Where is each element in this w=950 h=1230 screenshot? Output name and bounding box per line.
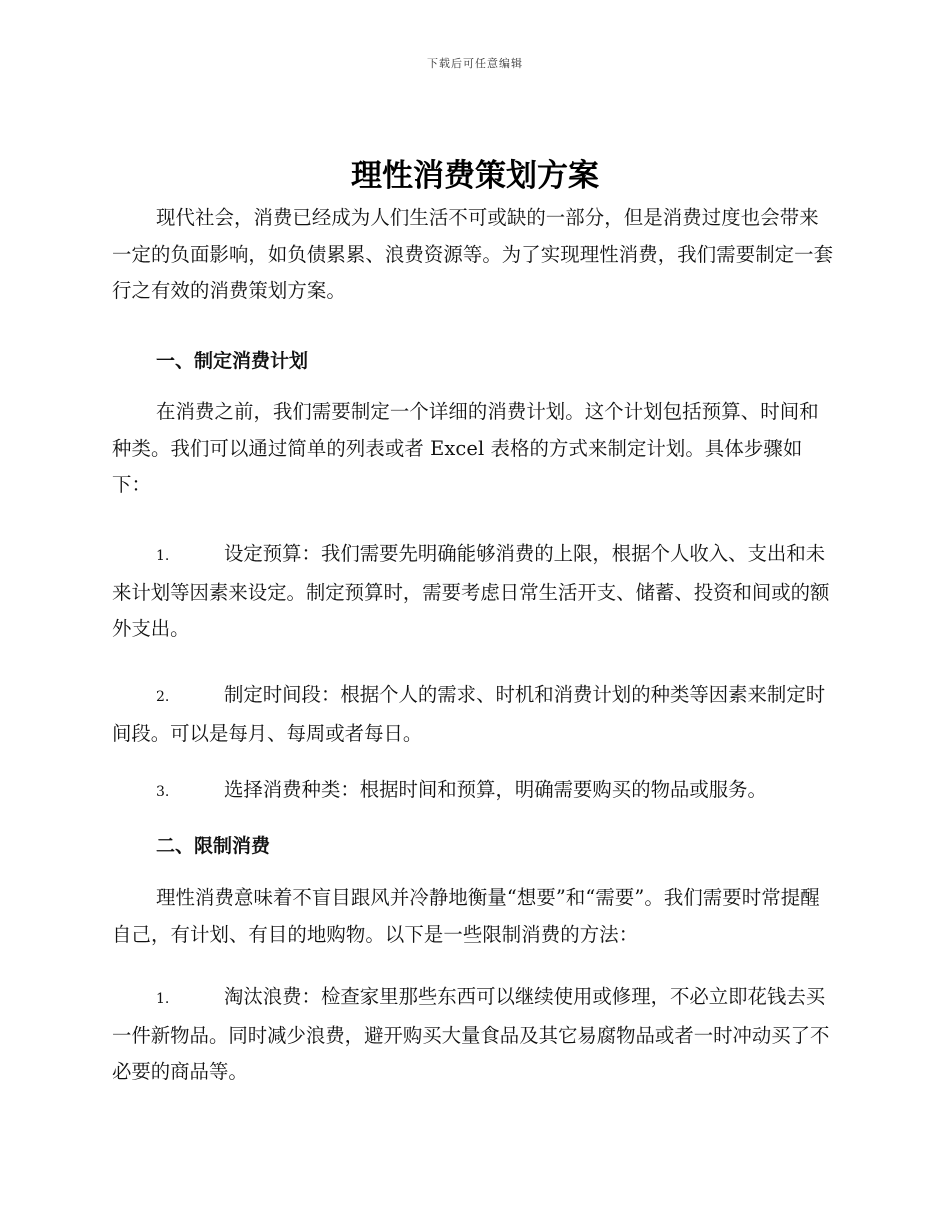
list-item-text: 设定预算：我们需要先明确能够消费的上限，根据个人收入、支出和未来计划等因素来设定。制定预算时，需要考虑日常生活开支、储蓄、投资和间或的额外支出。 bbox=[112, 542, 830, 640]
section-1-list-item-2 bbox=[112, 677, 836, 752]
section-2-list-item-1 bbox=[112, 979, 836, 1091]
intro-paragraph: 现代社会，消费已经成为人们生活不可或缺的一部分，但是消费过度也会带来一定的负面影响，如负债累累、浪费资源等。为了实现理性消费，我们需要制定一套行之有效的消费策划方案。 bbox=[112, 206, 834, 302]
list-number: 3. bbox=[156, 784, 170, 800]
section-1-list-item-1 bbox=[112, 536, 836, 648]
list-item-text: 制定时间段：根据个人的需求、时机和消费计划的种类等因素来制定时间段。可以是每月、每周或者每日。 bbox=[112, 683, 826, 745]
section-1-heading: 一、制定消费计划 bbox=[156, 350, 309, 372]
list-number: 2. bbox=[156, 689, 170, 705]
list-item-text: 淘汰浪费：检查家里那些东西可以继续使用或修理，不必立即花钱去买一件新物品。同时减少浪费，避开购买大量食品及其它易腐物品或者一时冲动买了不必要的商品等。 bbox=[112, 985, 830, 1083]
document-title: 理性消费策划方案 bbox=[351, 158, 599, 194]
section-1-paragraph: 在消费之前，我们需要制定一个详细的消费计划。这个计划包括预算、时间和种类。我们可以通过简单的列表或者 Excel 表格的方式来制定计划。具体步骤如下： bbox=[112, 400, 819, 496]
section-2-paragraph: 理性消费意味着不盲目跟风并冷静地衡量“想要”和“需要”。我们需要时常提醒自己，有计划、有目的地购物。以下是一些限制消费的方法： bbox=[112, 886, 820, 946]
list-number: 1. bbox=[156, 548, 170, 564]
section-1-list-item-3 bbox=[112, 772, 836, 811]
list-number: 1. bbox=[156, 991, 170, 1007]
section-2-heading: 二、限制消费 bbox=[156, 835, 271, 857]
list-item-text: 选择消费种类：根据时间和预算，明确需要购买的物品或服务。 bbox=[224, 778, 767, 801]
header-note: 下载后可任意编辑 bbox=[427, 57, 523, 70]
